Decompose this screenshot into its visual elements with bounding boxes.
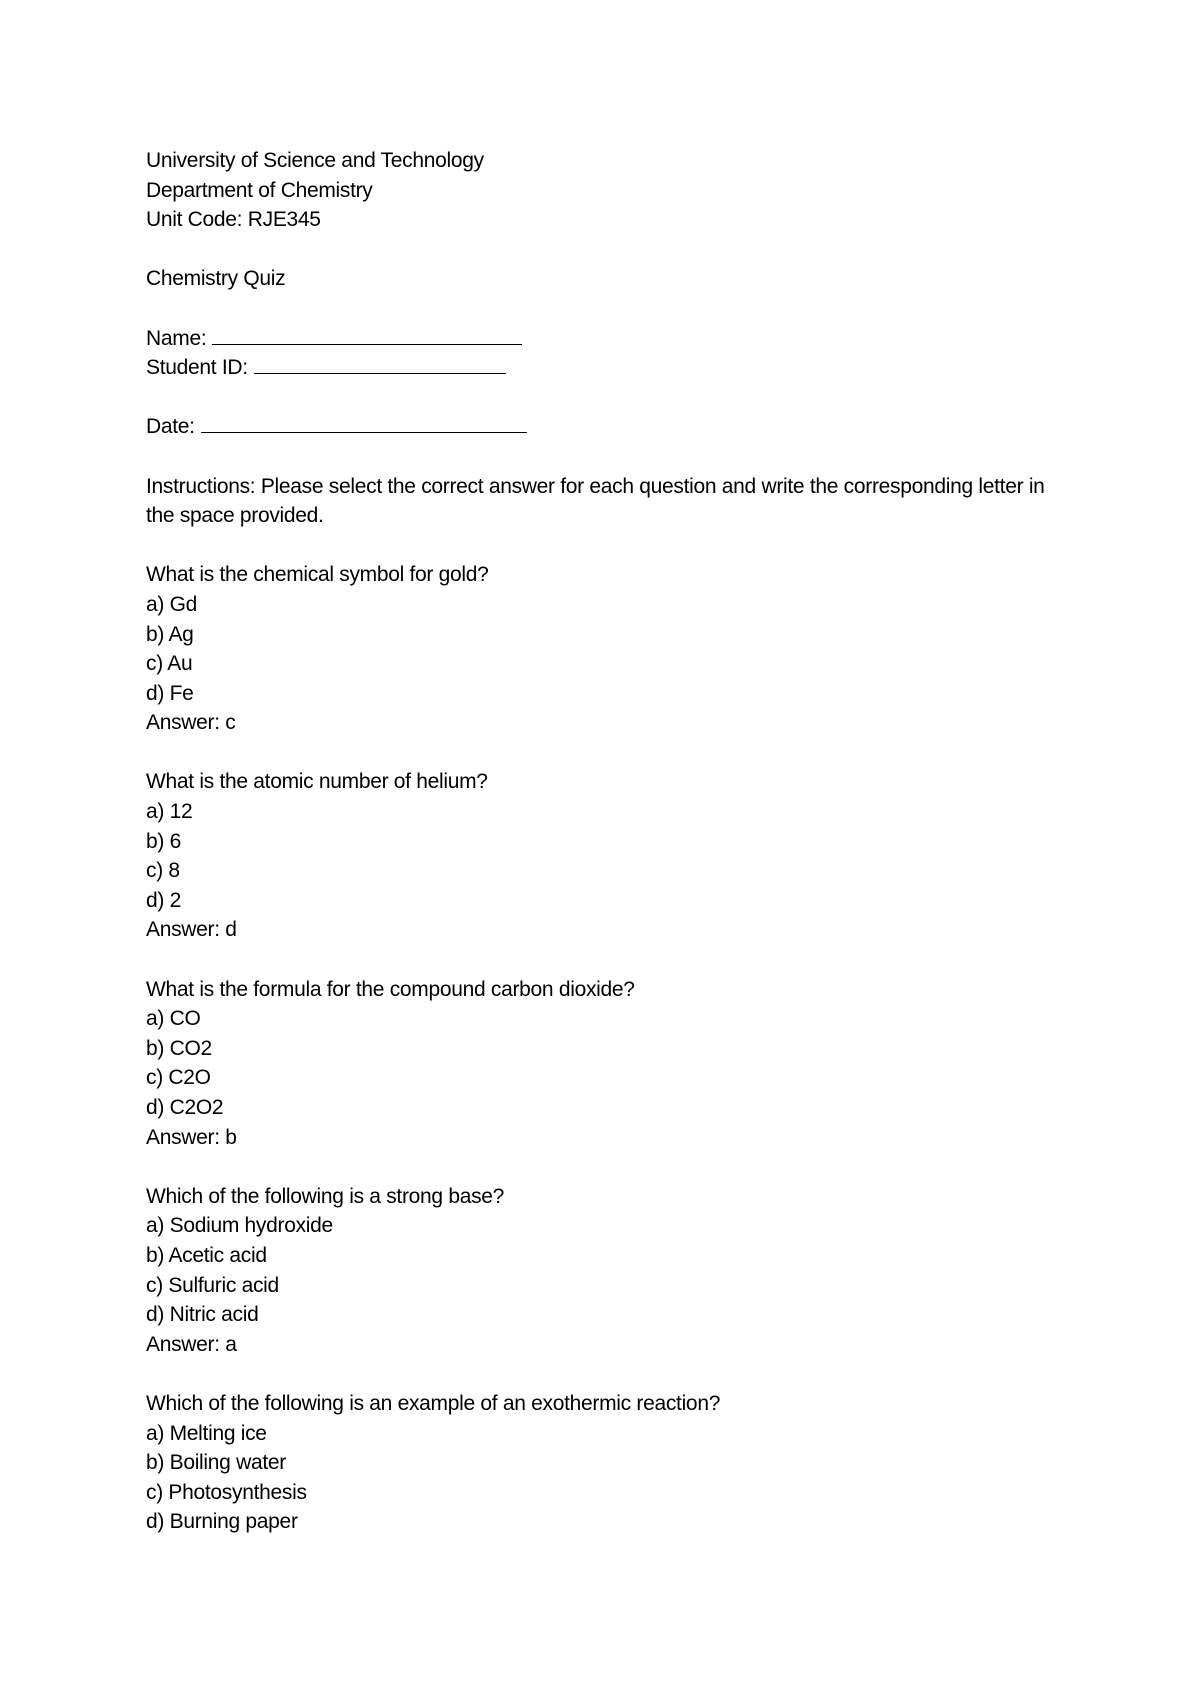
spacer bbox=[146, 945, 1066, 975]
date-blank-line bbox=[201, 412, 527, 433]
answer-option: a) 12 bbox=[146, 800, 193, 824]
spacer bbox=[146, 383, 1066, 413]
question-text: Which of the following is a strong base? bbox=[146, 1184, 505, 1208]
answer-option: a) Gd bbox=[146, 592, 198, 616]
answer-option: c) Photosynthesis bbox=[146, 1480, 307, 1504]
answer-option: b) Acetic acid bbox=[146, 1243, 267, 1267]
question-text: What is the chemical symbol for gold? bbox=[146, 563, 489, 587]
department-name: Department of Chemistry bbox=[146, 178, 373, 202]
answer-key: Answer: b bbox=[146, 1125, 237, 1149]
unit-code: Unit Code: RJE345 bbox=[146, 208, 321, 232]
answer-option: a) Sodium hydroxide bbox=[146, 1214, 333, 1238]
spacer bbox=[146, 531, 1066, 561]
spacer bbox=[146, 1359, 1066, 1389]
question-text: What is the formula for the compound carbon dioxide? bbox=[146, 977, 635, 1001]
answer-option: a) Melting ice bbox=[146, 1421, 267, 1445]
date-field-row bbox=[146, 412, 1066, 442]
spacer bbox=[146, 235, 1066, 265]
date-label: Date: bbox=[146, 415, 195, 439]
spacer bbox=[146, 294, 1066, 324]
answer-option: d) Fe bbox=[146, 681, 194, 705]
answer-key: Answer: c bbox=[146, 711, 236, 735]
question-block bbox=[146, 560, 1066, 767]
answer-key: Answer: a bbox=[146, 1332, 237, 1356]
name-label: Name: bbox=[146, 326, 207, 350]
question-text: What is the atomic number of helium? bbox=[146, 770, 488, 794]
answer-option: d) Burning paper bbox=[146, 1510, 298, 1534]
answer-option: b) Ag bbox=[146, 622, 194, 646]
question-block bbox=[146, 767, 1066, 974]
question-block bbox=[146, 1389, 1066, 1537]
spacer bbox=[146, 1152, 1066, 1182]
answer-option: b) 6 bbox=[146, 829, 181, 853]
student-id-blank-line bbox=[254, 353, 506, 374]
answer-option: c) C2O bbox=[146, 1066, 211, 1090]
spacer bbox=[146, 442, 1066, 472]
quiz-title: Chemistry Quiz bbox=[146, 267, 286, 291]
quiz-document bbox=[146, 146, 1066, 1537]
answer-option: b) CO2 bbox=[146, 1036, 212, 1060]
university-name: University of Science and Technology bbox=[146, 149, 484, 172]
spacer bbox=[146, 738, 1066, 768]
question-text: Which of the following is an example of an exothermic reaction? bbox=[146, 1391, 721, 1415]
student-id-label: Student ID: bbox=[146, 356, 248, 380]
answer-option: c) 8 bbox=[146, 859, 180, 883]
answer-option: b) Boiling water bbox=[146, 1451, 286, 1475]
question-block bbox=[146, 975, 1066, 1182]
answer-option: c) Au bbox=[146, 652, 193, 676]
answer-option: a) CO bbox=[146, 1007, 201, 1031]
instructions: Instructions: Please select the correct answer for each question and write the corresponding letter in the space provided. bbox=[146, 474, 1051, 528]
answer-option: d) C2O2 bbox=[146, 1096, 224, 1119]
question-block bbox=[146, 1182, 1066, 1389]
answer-option: d) 2 bbox=[146, 888, 181, 912]
question-list bbox=[146, 560, 1066, 1537]
answer-key: Answer: d bbox=[146, 918, 237, 942]
answer-option: c) Sulfuric acid bbox=[146, 1273, 279, 1297]
student-id-field-row bbox=[146, 353, 1066, 383]
name-blank-line bbox=[212, 324, 522, 345]
name-field-row bbox=[146, 324, 1066, 354]
answer-option: d) Nitric acid bbox=[146, 1303, 259, 1327]
